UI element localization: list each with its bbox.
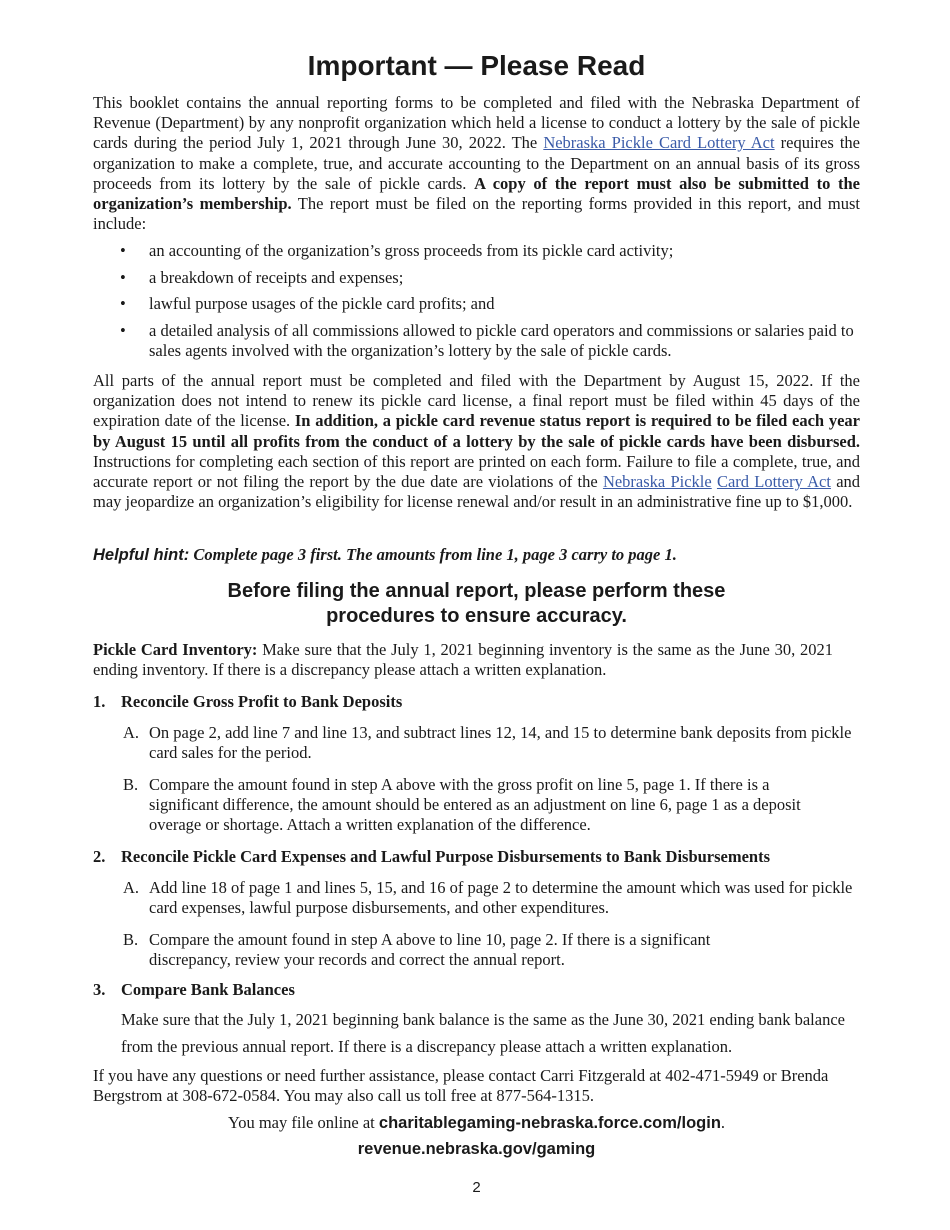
section-2	[93, 847, 860, 970]
helpful-hint	[93, 545, 860, 565]
intro-text-1: This booklet contains the annual reporting forms to be completed and filed with the Nebraska Department of Revenue (Department) by any nonprofit organization which held a license to conduct a lottery by the sale of pickle cards during the period July 1, 2021 through June 30, 2022. The	[93, 93, 860, 153]
section-3	[93, 980, 860, 1060]
list-item: A. On page 2, add line 7 and line 13, and subtract lines 12, 14, and 15 to determine bank deposits from pickle card sales for the period.	[123, 723, 852, 763]
bullet-icon: •	[120, 294, 126, 314]
list-item: B. Compare the amount found in step A above to line 10, page 2. If there is a significant discrepancy, review your records and correct the annual report.	[123, 929, 711, 969]
list-item: • a breakdown of receipts and expenses;	[120, 267, 404, 287]
list-item: B. Compare the amount found in step A above with the gross profit on line 5, page 1. If there is a significant difference, the amount should be entered as an adjustment on line 6, page 1 as a deposit overage or shortage. Attach a written explanation of the difference.	[123, 774, 801, 835]
procedures-heading	[93, 579, 860, 629]
hint-label: Helpful hint:	[93, 546, 190, 564]
list-item: • lawful purpose usages of the pickle card profits; and	[120, 294, 495, 314]
file-online-line: You may file online at charitablegaming-nebraska.force.com/login.	[227, 1113, 726, 1132]
intro-bold-text: A copy of the report must also be submitted to the organization’s membership.	[93, 173, 860, 214]
intro-text-3: The report must be filed on the reporting forms provided in this report, and must include:	[93, 194, 860, 234]
file-online-url[interactable]: charitablegaming-nebraska.force.com/login	[378, 1114, 721, 1132]
pickle-act-link-part1[interactable]: Nebraska Pickle	[602, 472, 712, 492]
procedures-heading-line1: Before filing the annual report, please perform these	[227, 580, 726, 602]
bullet-icon: •	[120, 267, 126, 287]
list-item: A. Add line 18 of page 1 and lines 5, 15, and 16 of page 2 to determine the amount which was used for pickle card expenses, lawful purpose disbursements, and other expenditures.	[123, 878, 853, 918]
list-item: • a detailed analysis of all commissions allowed to pickle card operators and commissions or salaries paid to sales agents involved with the organization’s lottery by the sale of pickle cards.	[120, 321, 854, 361]
procedures-heading-line2: procedures to ensure accuracy.	[326, 605, 627, 627]
hint-text: Complete page 3 first. The amounts from line 1, page 3 carry to page 1.	[189, 545, 677, 564]
intro-text-2: requires the organization to make a complete, true, and accurate accounting to the Department on an annual basis of its gross proceeds from its lottery by the sale of pickle cards.	[93, 133, 860, 193]
section-heading: 1. Reconcile Gross Profit to Bank Deposits	[93, 692, 403, 711]
inventory-label: Pickle Card Inventory:	[93, 640, 258, 659]
section-heading: 2. Reconcile Pickle Card Expenses and Lawful Purpose Disbursements to Bank Disbursements	[93, 847, 771, 866]
status-report-bold-text: In addition, a pickle card revenue status report is required to be filed each year by August 15 until all profits from the conduct of a lottery by the sale of pickle cards have been disbursed.	[93, 411, 860, 451]
list-item: • an accounting of the organization’s gross proceeds from its pickle card activity;	[120, 241, 674, 260]
inventory-text: Make sure that the July 1, 2021 beginning inventory is the same as the June 30, 2021 ending inventory. If there is a discrepancy please attach a written explanation.	[93, 640, 833, 680]
pickle-card-act-link[interactable]: Nebraska Pickle Card Lottery Act	[543, 133, 775, 153]
section-1	[93, 692, 860, 835]
intro-paragraph	[93, 93, 860, 234]
bank-balances-text: Make sure that the July 1, 2021 beginning bank balance is the same as the June 30, 2021 ending bank balance from the previous annual report. If there is a discrepancy please attach a written explanation.	[121, 1010, 845, 1057]
pickle-act-link-part2[interactable]: Card Lottery Act	[716, 472, 831, 492]
inventory-paragraph	[93, 640, 833, 680]
filing-requirements-paragraph: All parts of the annual report must be completed and filed with the Department by August 15, 2022. If the organization does not intend to renew its pickle card license, a final report must be filed within 45 days of the expiration date of the license. In addition, a pickle card revenue status report is required to be filed each year by August 15 until all profits from the conduct of a lottery by the sale of pickle cards have been disbursed. Instructions for completing each section of this report are printed on each form. Failure to file a complete, true, and accurate report or not filing the report by the due date are violations of the Nebraska Pickle Card Lottery Act and may jeopardize an organization’s eligibility for license renewal and/or result in an administrative fine up to $1,000.	[93, 371, 861, 512]
bullet-icon: •	[120, 241, 126, 260]
bullet-icon: •	[120, 321, 126, 341]
contact-paragraph: If you have any questions or need further assistance, please contact Carri Fitzgerald at 402-471-5949 or Brenda Bergstrom at 308-672-0584. You may also call us toll free at 877-564-1315.	[93, 1066, 829, 1106]
page-title: Important — Please Read	[307, 50, 646, 81]
page-number: 2	[472, 1179, 481, 1196]
requirements-list	[93, 241, 860, 368]
section-heading: 3. Compare Bank Balances	[93, 980, 295, 999]
website-url[interactable]: revenue.nebraska.gov/gaming	[357, 1140, 596, 1158]
